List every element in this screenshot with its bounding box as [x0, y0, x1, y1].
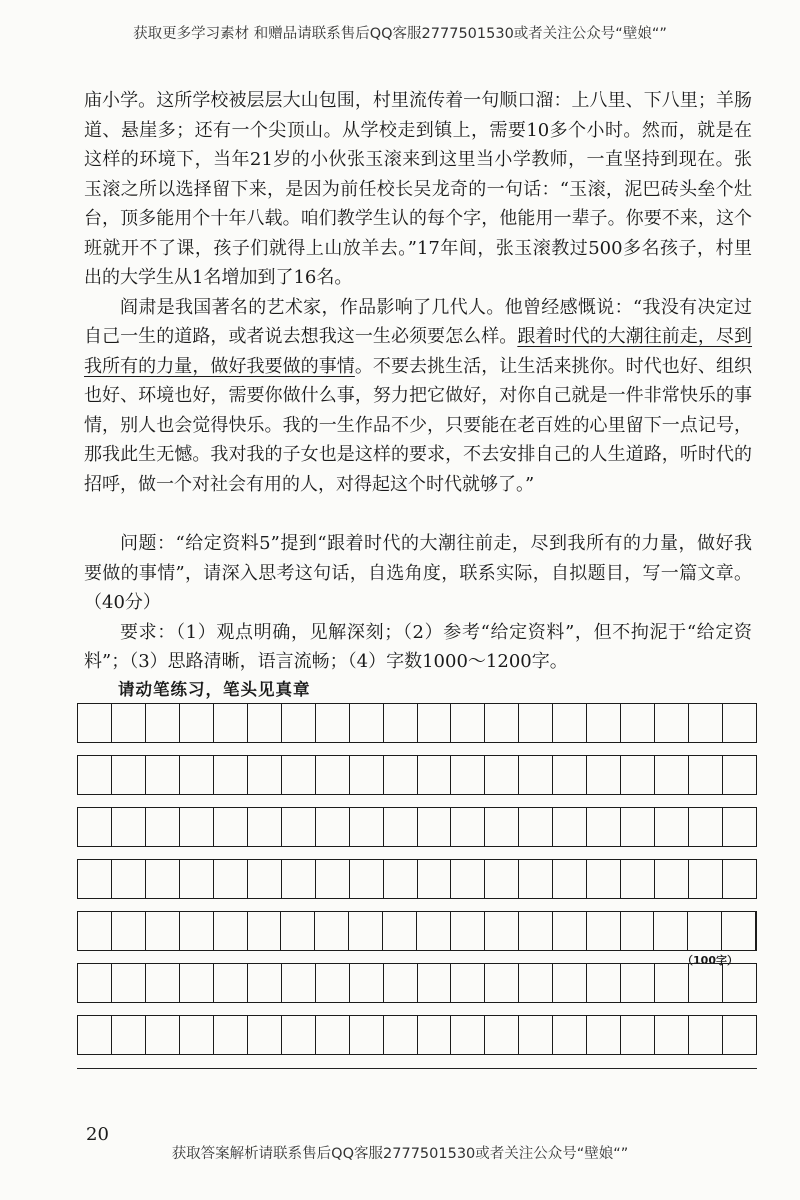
- question-text: 问题：“给定资料5”提到“跟着时代的大潮往前走，尽到我所有的力量，做好我要做的事情”，请深入思考这句话，自选角度，联系实际，自拟题目，写一篇文章。（40分）: [84, 533, 752, 613]
- grid-row[interactable]: [77, 963, 757, 1003]
- bottom-divider: [77, 1068, 757, 1069]
- quote-intro: 阎肃是我国著名的艺术家，作品影响了几代人。他曾经感慨说：“我没有决定过自己一生的道路，或者说去想我这一生必须要怎么样。: [84, 296, 752, 347]
- word-count-mark: （100字）: [682, 954, 738, 967]
- grid-row[interactable]: [77, 807, 757, 847]
- quote-remainder: 。不要去挑生活，让生活来挑你。时代也好、组织也好、环境也好，需要你做什么事，努力把它做好，对你自己就是一件非常快乐的事情，别人也会觉得快乐。我的一生作品不少，只要能在老百姓的心里留下一点记号，那我此生无憾。我对我的子女也是这样的要求，不去安排自己的人生道路，听时代的招呼，做一个对社会有用的人，对得起这个时代就够了。”: [84, 355, 753, 495]
- material-paragraph-2: [84, 293, 752, 500]
- header-promo-note: 获取更多学习素材 和赠品请联系售后QQ客服2777501530或者关注公众号“壁娘“”: [133, 26, 667, 42]
- footer-promo-note: 获取答案解析请联系售后QQ客服2777501530或者关注公众号“壁娘“”: [171, 1146, 629, 1162]
- document-body: [84, 86, 752, 677]
- page-number: 20: [86, 1124, 109, 1145]
- grid-row[interactable]: [77, 911, 757, 967]
- grid-row[interactable]: [77, 755, 757, 795]
- grid-row[interactable]: [77, 703, 757, 743]
- underlined-quote: 跟着时代的大潮往前走，尽到我所有的力量，做好我要做的事情: [84, 326, 753, 377]
- grid-row[interactable]: [77, 1015, 757, 1055]
- writing-grid[interactable]: [77, 703, 757, 1067]
- grid-row[interactable]: [77, 859, 757, 899]
- practice-title: 请动笔练习，笔头见真章: [118, 680, 311, 699]
- material-paragraph-1: 庙小学。这所学校被层层大山包围，村里流传着一句顺口溜：上八里、下八里；羊肠道、悬崖多；还有一个尖顶山。从学校走到镇上，需要10多个小时。然而，就是在这样的环境下，当年21岁的小伙张玉滚来到这里当小学教师，一直坚持到现在。张玉滚之所以选择留下来，是因为前任校长吴龙奇的一句话：“玉滚，泥巴砖头垒个灶台，顶多能用个十年八载。咱们教学生认的每个字，他能用一辈子。你要不来，这个班就开不了课，孩子们就得上山放羊去。”17年间，张玉滚教过500多名孩子，村里出的大学生从1名增加到了16名。: [84, 90, 752, 288]
- requirements-text: 要求：（1）观点明确，见解深刻；（2）参考“给定资料”，但不拘泥于“给定资料”；（3）思路清晰，语言流畅；（4）字数1000～1200字。: [84, 621, 752, 672]
